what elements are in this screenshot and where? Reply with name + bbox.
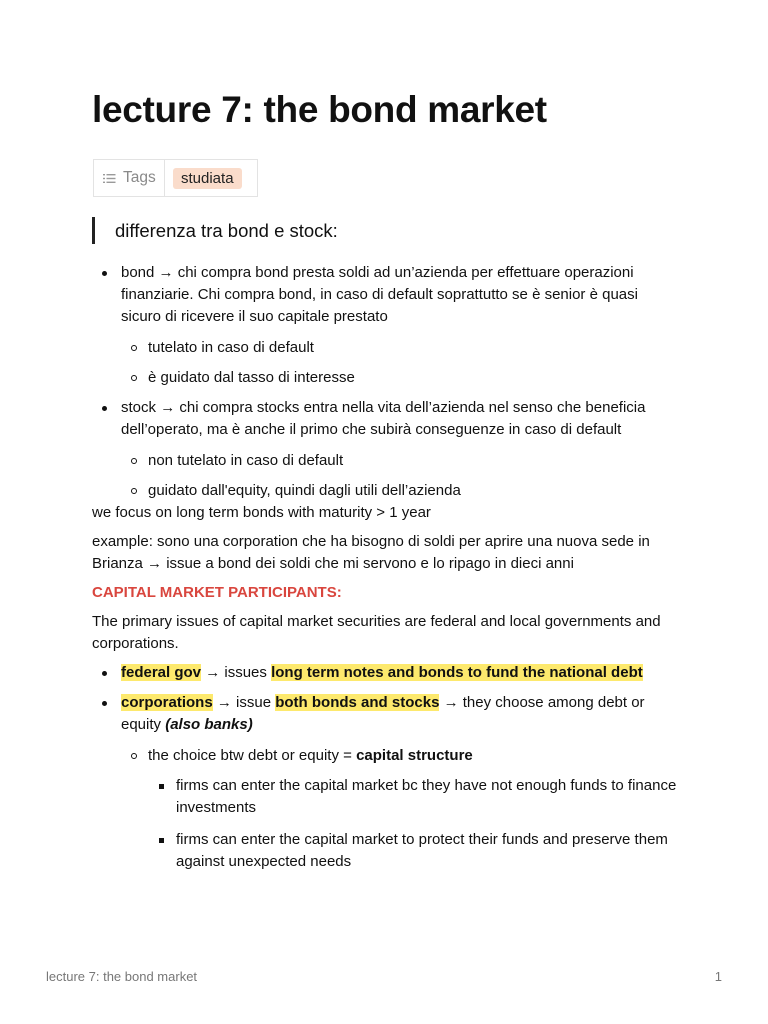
- federal-highlight: long term notes and bonds to fund the national debt: [271, 664, 643, 681]
- list-item-corporations: [92, 692, 677, 873]
- comparison-list: [92, 262, 677, 502]
- corporations-term: corporations: [121, 694, 213, 711]
- example-text-a: example: sono una corporation che ha bisogno di soldi per aprire una nuova sede in Brianza: [92, 533, 650, 572]
- choice-text: the choice btw debt or equity =: [148, 747, 352, 764]
- capital-structure-list: [121, 745, 677, 873]
- list-item-federal: [92, 662, 677, 684]
- example-text-b: issue a bond dei soldi che mi servono e lo ripago in dieci anni: [166, 555, 574, 572]
- list-item-bond: [92, 262, 677, 389]
- tag-badge[interactable]: studiata: [173, 168, 242, 189]
- paragraph-primary: The primary issues of capital market securities are federal and local governments and corporations.: [92, 613, 661, 652]
- choice-bold: capital structure: [356, 747, 473, 764]
- list-item: firms can enter the capital market to protect their funds and preserve them against unexpected needs: [148, 829, 677, 873]
- paragraph-example: [92, 531, 677, 575]
- page-title: lecture 7: the bond market: [92, 89, 547, 130]
- tags-property: [93, 159, 258, 197]
- reasons-list: [148, 775, 677, 873]
- callout-quote: differenza tra bond e stock:: [92, 217, 652, 244]
- page-number: 1: [714, 969, 722, 984]
- corporations-tail: they choose among debt or equity: [121, 694, 645, 733]
- list-item-capital-structure: [121, 745, 677, 873]
- page-body: [92, 262, 677, 883]
- arrow: →: [205, 664, 221, 681]
- bond-term: bond: [121, 264, 155, 281]
- list-item: guidato dall'equity, quindi dagli utili dell’azienda: [121, 480, 677, 502]
- section-heading: CAPITAL MARKET PARTICIPANTS:: [92, 584, 342, 601]
- property-label: Tags: [123, 169, 156, 186]
- property-value: [165, 160, 242, 196]
- property-name: [94, 160, 165, 196]
- list-item: è guidato dal tasso di interesse: [121, 367, 677, 389]
- list-item-stock: [92, 397, 677, 502]
- federal-verb: issues: [224, 664, 267, 681]
- participants-list: [92, 662, 677, 873]
- arrow: →: [147, 555, 163, 572]
- paragraph-focus: we focus on long term bonds with maturity > 1 year: [92, 504, 431, 521]
- footer-title: lecture 7: the bond market: [46, 969, 198, 984]
- stock-term: stock: [121, 399, 157, 416]
- corporations-highlight: both bonds and stocks: [275, 694, 440, 711]
- arrow: →: [160, 399, 176, 416]
- bond-points: [121, 337, 677, 389]
- arrow: →: [158, 264, 174, 281]
- list-icon: [103, 173, 116, 184]
- stock-description: chi compra stocks entra nella vita dell’azienda nel senso che beneficia dell’operato, ma è anche il primo che subirà conseguenze in caso di default: [121, 399, 646, 438]
- arrow: →: [443, 694, 459, 711]
- list-item: tutelato in caso di default: [121, 337, 677, 359]
- bond-description: chi compra bond presta soldi ad un’azienda per effettuare operazioni finanziarie. Chi compra bond, in caso di default soprattutto se è senior è quasi sicuro di ricevere il suo capitale prestato: [121, 264, 638, 325]
- list-item: non tutelato in caso di default: [121, 450, 677, 472]
- corporations-note: (also banks): [165, 716, 253, 733]
- list-item: firms can enter the capital market bc they have not enough funds to finance investments: [148, 775, 677, 819]
- corporations-verb: issue: [236, 694, 272, 711]
- arrow: →: [216, 694, 232, 711]
- stock-points: [121, 450, 677, 502]
- federal-term: federal gov: [121, 664, 202, 681]
